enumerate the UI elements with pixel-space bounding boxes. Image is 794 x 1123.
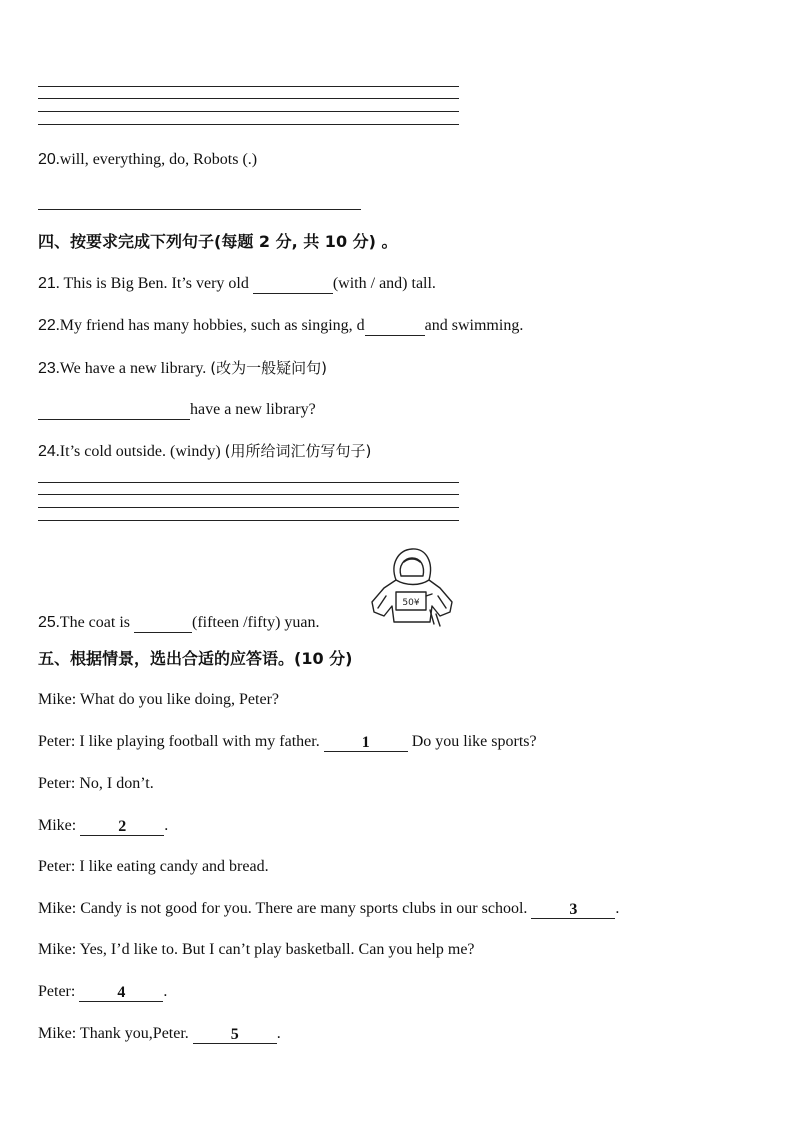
answer-blank-4[interactable]: 4 bbox=[79, 985, 163, 1002]
dialogue-text: Do you like sports? bbox=[407, 733, 537, 750]
answer-line bbox=[38, 209, 361, 210]
question-number: 23 bbox=[38, 360, 56, 377]
question-text: and swimming. bbox=[424, 317, 524, 334]
question-22 bbox=[38, 316, 523, 336]
question-text: have a new library? bbox=[190, 401, 316, 418]
speaker: Peter: bbox=[38, 775, 76, 792]
answer-line bbox=[38, 98, 459, 99]
question-text: .It’s cold outside. (windy) bbox=[55, 443, 225, 460]
answer-line bbox=[38, 482, 459, 483]
fill-blank[interactable] bbox=[365, 319, 425, 336]
question-text: (with / and) tall. bbox=[332, 275, 436, 292]
fill-blank[interactable] bbox=[38, 403, 190, 420]
coat-illustration bbox=[366, 546, 456, 628]
dialogue-line bbox=[38, 1024, 281, 1044]
question-23-answer bbox=[38, 400, 316, 420]
question-number: 25 bbox=[38, 614, 56, 631]
question-23 bbox=[38, 358, 327, 379]
question-text: .The coat is bbox=[55, 614, 134, 631]
question-text: .My friend has many hobbies, such as singing, d bbox=[55, 317, 365, 334]
question-number: 22 bbox=[38, 317, 56, 334]
dialogue-text: No, I don’t. bbox=[75, 775, 154, 792]
dialogue-line bbox=[38, 899, 619, 919]
answer-blank-1[interactable]: 1 bbox=[324, 735, 408, 752]
dialogue-text: . bbox=[276, 1025, 281, 1042]
question-text: (fifteen /fifty) yuan. bbox=[192, 614, 320, 631]
fill-blank[interactable] bbox=[253, 277, 333, 294]
speaker: Mike: bbox=[38, 691, 77, 708]
dialogue-line bbox=[38, 774, 154, 794]
answer-blank-5[interactable]: 5 bbox=[193, 1027, 277, 1044]
speaker: Mike: bbox=[38, 1025, 77, 1042]
fill-blank[interactable] bbox=[134, 616, 192, 633]
dialogue-line bbox=[38, 816, 168, 836]
dialogue-line bbox=[38, 732, 537, 752]
answer-blank-2[interactable]: 2 bbox=[80, 819, 164, 836]
dialogue-text: . bbox=[163, 983, 168, 1000]
dialogue-line bbox=[38, 940, 475, 960]
speaker: Mike: bbox=[38, 900, 77, 917]
question-25 bbox=[38, 613, 320, 633]
dialogue-line bbox=[38, 857, 269, 877]
speaker: Peter: bbox=[38, 733, 76, 750]
question-instruction: (用所给词汇仿写句子) bbox=[224, 442, 372, 460]
dialogue-text: . bbox=[164, 817, 169, 834]
question-24 bbox=[38, 441, 371, 462]
speaker: Peter: bbox=[38, 858, 76, 875]
question-20 bbox=[38, 150, 257, 170]
dialogue-text: What do you like doing, Peter? bbox=[76, 691, 279, 708]
question-number: 24 bbox=[38, 443, 56, 460]
speaker: Mike: bbox=[38, 817, 77, 834]
question-instruction: (改为一般疑问句) bbox=[210, 359, 328, 377]
question-21 bbox=[38, 274, 436, 294]
dialogue-text: Thank you,Peter. bbox=[76, 1025, 193, 1042]
speaker: Mike: bbox=[38, 941, 77, 958]
dialogue-text: . bbox=[615, 900, 620, 917]
dialogue-text: I like eating candy and bread. bbox=[75, 858, 269, 875]
answer-line bbox=[38, 86, 459, 87]
answer-line bbox=[38, 111, 459, 112]
answer-line bbox=[38, 507, 459, 508]
question-text: .We have a new library. bbox=[55, 360, 211, 377]
dialogue-text: Candy is not good for you. There are many sports clubs in our school. bbox=[76, 900, 532, 917]
answer-line bbox=[38, 124, 459, 125]
answer-blank-3[interactable]: 3 bbox=[531, 902, 615, 919]
section-4-heading: 四、按要求完成下列句子(每题 2 分, 共 10 分) 。 bbox=[38, 232, 398, 251]
dialogue-text: Yes, I’d like to. But I can’t play basketball. Can you help me? bbox=[76, 941, 475, 958]
answer-line bbox=[38, 520, 459, 521]
question-number: 20 bbox=[38, 151, 56, 168]
section-5-heading: 五、根据情景，选出合适的应答语。(10 分) bbox=[38, 649, 353, 668]
dialogue-text: I like playing football with my father. bbox=[75, 733, 324, 750]
speaker: Peter: bbox=[38, 983, 76, 1000]
dialogue-line bbox=[38, 690, 279, 710]
dialogue-line bbox=[38, 982, 167, 1002]
answer-line bbox=[38, 494, 459, 495]
price-tag: 50¥ bbox=[402, 598, 420, 608]
question-text: . This is Big Ben. It’s very old bbox=[55, 275, 253, 292]
question-text: .will, everything, do, Robots (.) bbox=[55, 151, 258, 168]
question-number: 21 bbox=[38, 275, 56, 292]
